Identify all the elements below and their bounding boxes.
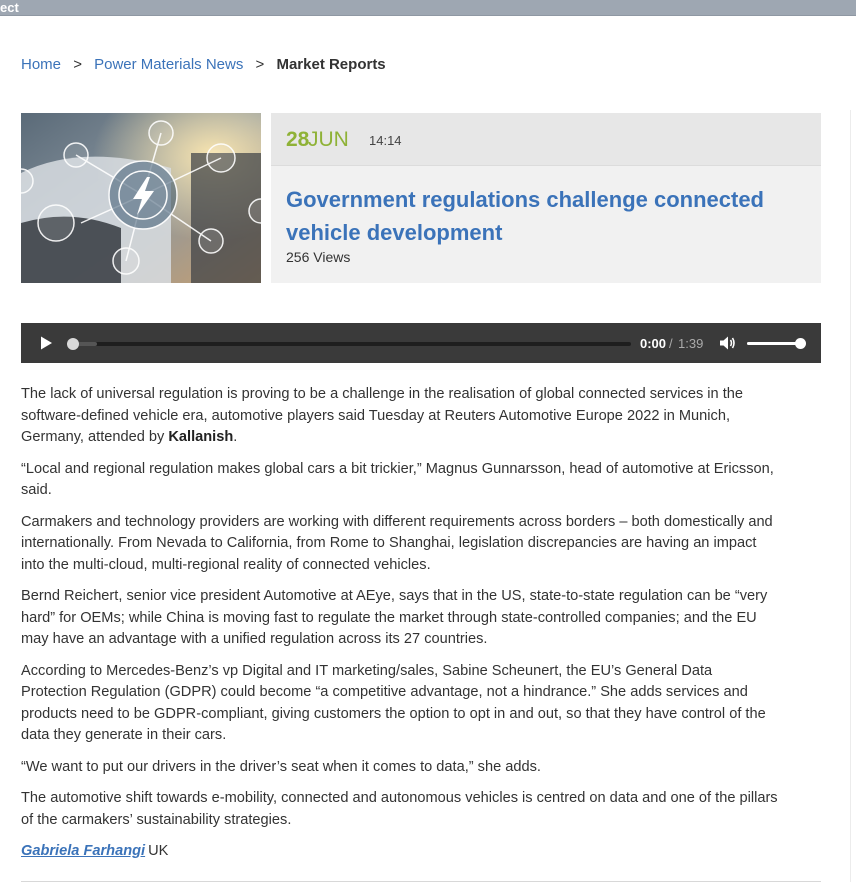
volume-slider[interactable] bbox=[747, 342, 801, 345]
top-nav-bar bbox=[0, 0, 856, 16]
breadcrumb-home-link[interactable]: Home bbox=[21, 56, 62, 73]
time-separator: / bbox=[669, 336, 673, 351]
author-link[interactable]: Gabriela Farhangi bbox=[21, 843, 146, 859]
current-time: 0:00 bbox=[640, 336, 667, 351]
article-date-month: JUN bbox=[308, 128, 349, 151]
volume-icon bbox=[718, 334, 736, 352]
mute-button[interactable] bbox=[718, 334, 736, 352]
top-nav-fragment[interactable]: ect bbox=[0, 0, 19, 15]
article-paragraph: Carmakers and technology providers are working with different requirements across borders – both domestically and internationally. From Nevada to California, from Rome to Shanghai, legislation discrepancies are having an impact into the multi-cloud, multi-regional reality of connected vehicles. bbox=[21, 513, 773, 573]
article-time: 14:14 bbox=[369, 133, 402, 148]
article-date-bar bbox=[271, 113, 821, 166]
play-button[interactable] bbox=[38, 335, 54, 351]
breadcrumb bbox=[21, 56, 386, 73]
breadcrumb-separator: > bbox=[73, 56, 82, 73]
total-duration: 1:39 bbox=[678, 336, 704, 351]
audio-player bbox=[21, 323, 821, 363]
article-paragraph: The lack of universal regulation is proving to be a challenge in the realisation of global connected services in the software-defined vehicle era, automotive players said Tuesday at Reuters Automotive Europe 2022 in Munich, Germany, attended by Kallanish. bbox=[21, 386, 744, 445]
article-header-panel bbox=[271, 113, 821, 283]
article-date-day: 28 bbox=[286, 128, 310, 151]
article-body bbox=[21, 384, 781, 873]
article-paragraph: “We want to put our drivers in the driver’s seat when it comes to data,” she adds. bbox=[21, 758, 541, 775]
article-image bbox=[21, 113, 261, 283]
breadcrumb-separator: > bbox=[255, 56, 265, 73]
article-paragraph: Bernd Reichert, senior vice president Automotive at AEye, says that in the US, state-to-state regulation can be “very hard” for OEMs; while China is moving fast to regulate the market through state-controlled companies; and the EU may have an advantage with a unified regulation across its 27 countries. bbox=[21, 588, 768, 647]
progress-slider[interactable] bbox=[71, 342, 631, 346]
play-icon bbox=[38, 335, 54, 351]
divider bbox=[850, 110, 851, 882]
author-location: UK bbox=[148, 843, 169, 859]
volume-level bbox=[747, 342, 801, 345]
author-line bbox=[21, 841, 781, 863]
article-paragraph: “Local and regional regulation makes global cars a bit trickier,” Magnus Gunnarsson, head of automotive at Ericsson, said. bbox=[21, 460, 774, 498]
progress-handle[interactable] bbox=[67, 338, 79, 350]
breadcrumb-current: Market Reports bbox=[276, 56, 386, 73]
volume-handle[interactable] bbox=[795, 338, 806, 349]
article-title: Government regulations challenge connected vehicle development bbox=[286, 187, 764, 245]
publisher-name: Kallanish bbox=[168, 429, 234, 445]
article-views: 256 Views bbox=[286, 249, 351, 265]
breadcrumb-power-materials-news-link[interactable]: Power Materials News bbox=[94, 56, 244, 73]
article-paragraph: According to Mercedes-Benz’s vp Digital and IT marketing/sales, Sabine Scheunert, the EU’s General Data Protection Regulation (GDPR) could become “a competitive advantage, not a hindrance.” She adds services and products need to be GDPR-compliant, giving customers the option to opt in and out, so that they have control of the data they generate in their cars. bbox=[21, 662, 766, 743]
article-paragraph: The automotive shift towards e-mobility, connected and autonomous vehicles is centred on data and one of the pillars of the carmakers’ sustainability strategies. bbox=[21, 790, 778, 828]
